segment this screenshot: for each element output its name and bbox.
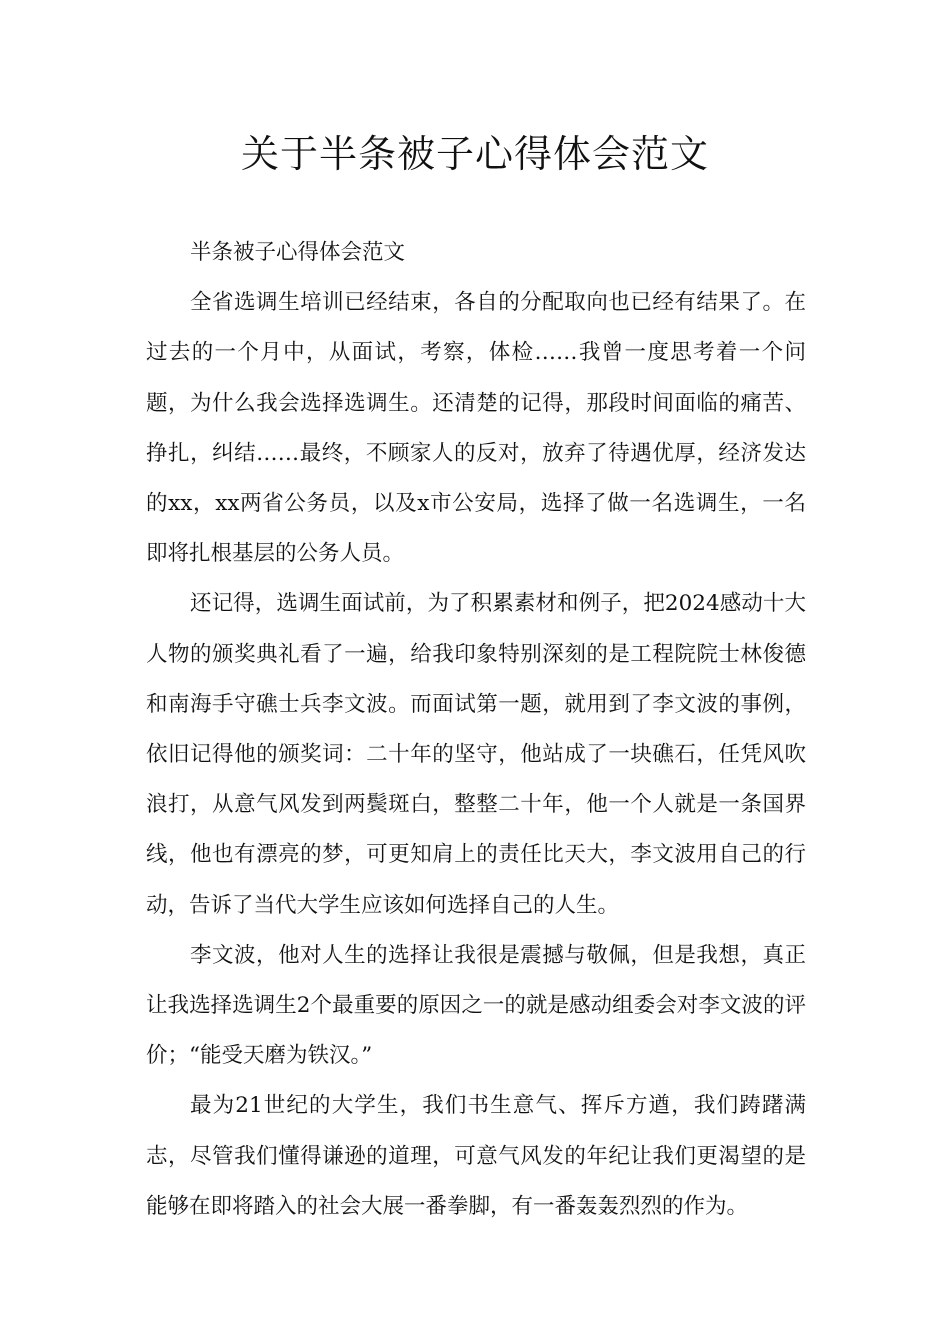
paragraph-4: 最为21世纪的大学生，我们书生意气、挥斥方遒，我们踌躇满志，尽管我们懂得谦逊的道理，可意气风发的年纪让我们更渴望的是能够在即将踏入的社会大展一番拳脚，有一番轰轰烈烈的作为。 — [146, 1093, 806, 1219]
paragraph-subtitle: 半条被子心得体会范文 — [190, 240, 406, 265]
paragraph-2: 还记得，选调生面试前，为了积累素材和例子，把2024感动十大人物的颁奖典礼看了一遍，给我印象特别深刻的是工程院院士林俊德和南海手守礁士兵李文波。而面试第一题，就用到了李文波的事例，依旧记得他的颁奖词：二十年的坚守，他站成了一块礁石，任凭风吹浪打，从意气风发到两鬓斑白，整整二十年，他一个人就是一条国界线，他也有漂亮的梦，可更知肩上的责任比天大，李文波用自己的行动，告诉了当代大学生应该如何选择自己的人生。 — [146, 591, 806, 918]
document-body — [146, 228, 806, 1232]
paragraph-1: 全省选调生培训已经结束，各自的分配取向也已经有结果了。在过去的一个月中，从面试，考察，体检……我曾一度思考着一个问题，为什么我会选择选调生。还清楚的记得，那段时间面临的痛苦、挣扎，纠结……最终，不顾家人的反对，放弃了待遇优厚，经济发达的xx，xx两省公务员，以及x市公安局，选择了做一名选调生，一名即将扎根基层的公务人员。 — [146, 290, 806, 567]
document-title: 关于半条被子心得体会范文 — [240, 132, 709, 176]
paragraph-3: 李文波，他对人生的选择让我很是震撼与敬佩，但是我想，真正让我选择选调生2个最重要的原因之一的就是感动组委会对李文波的评价；“能受天磨为铁汉。” — [146, 942, 806, 1069]
